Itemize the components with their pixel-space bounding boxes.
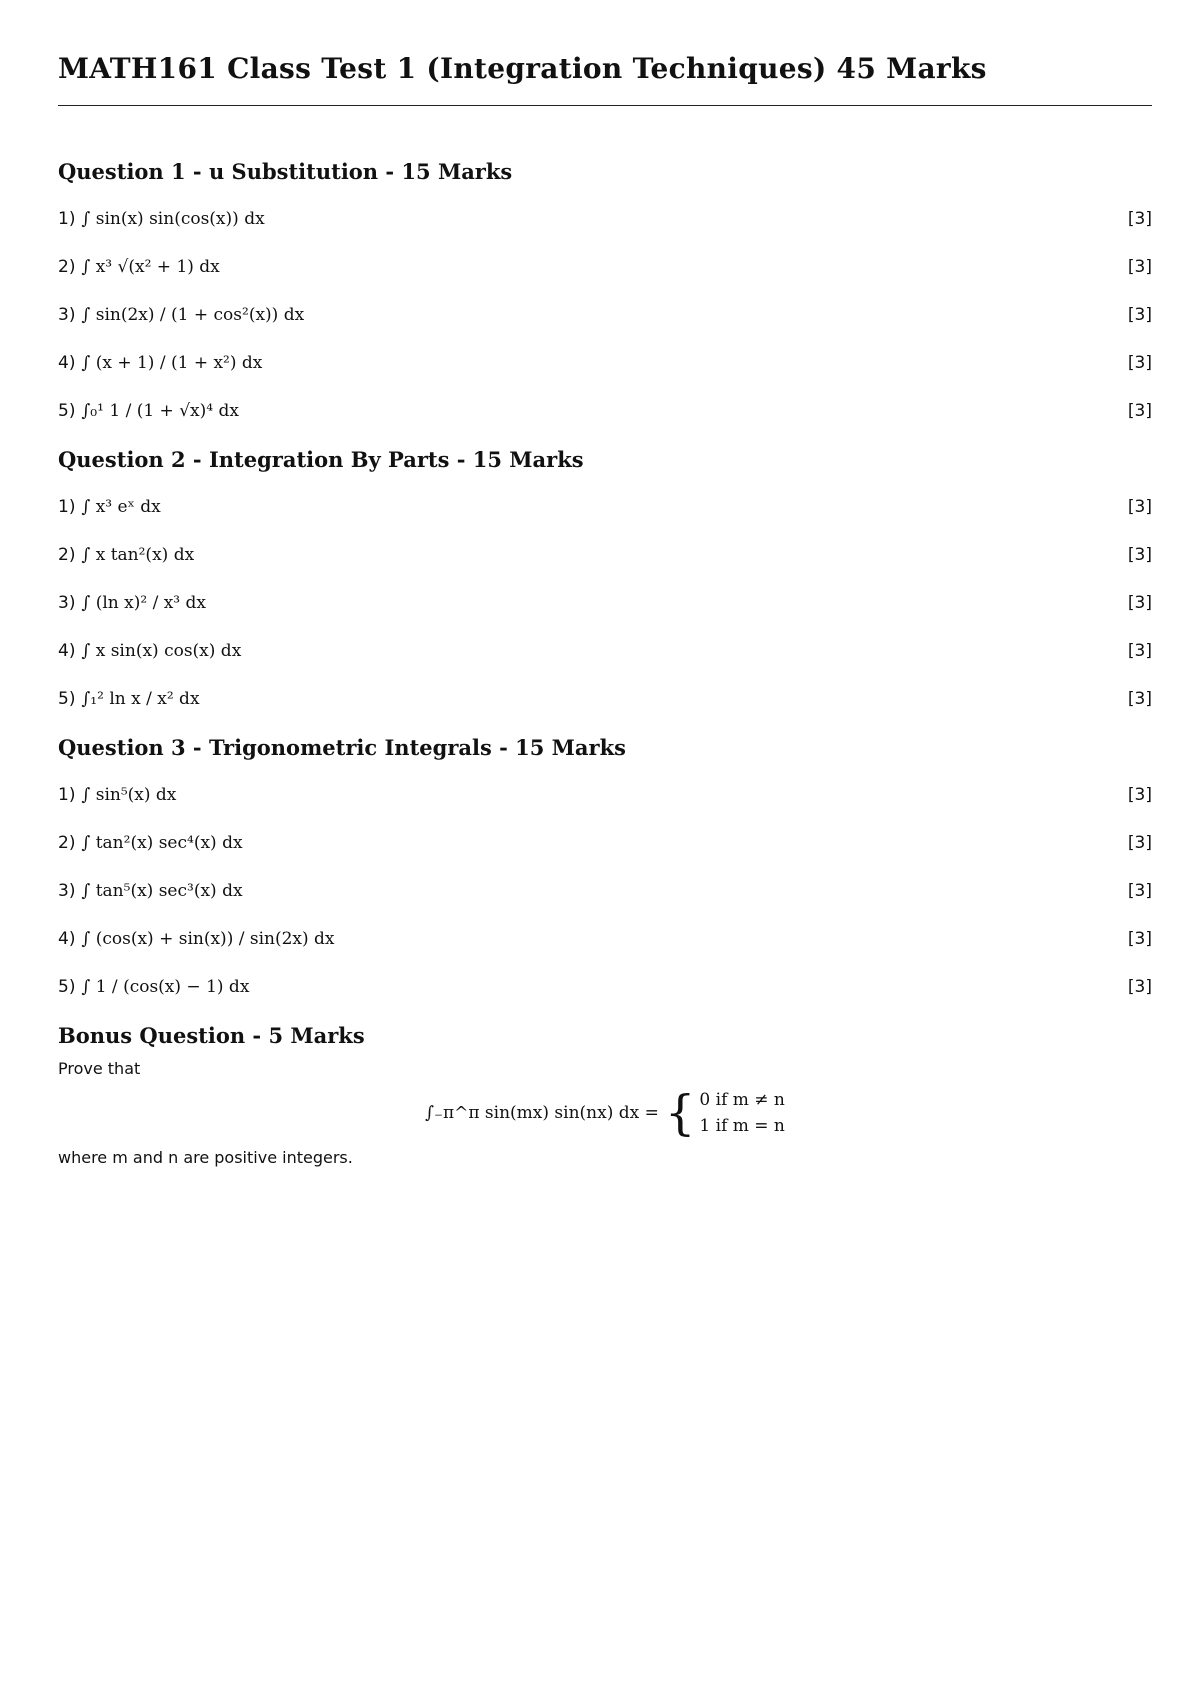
list-item [58, 195, 1152, 243]
bonus-intro: Prove that [58, 1059, 141, 1078]
integral-expression: ∫ x³ eˣ dx [81, 497, 161, 517]
item-marks: [3] [1127, 353, 1152, 373]
item-number: 2) [58, 545, 76, 565]
item-marks: [3] [1127, 881, 1152, 901]
list-item [58, 867, 1152, 915]
list-item [58, 243, 1152, 291]
brace-icon: { [664, 1085, 696, 1141]
list-item [58, 531, 1152, 579]
item-marks: [3] [1127, 593, 1152, 613]
section-heading: Bonus Question - 5 Marks [58, 1023, 365, 1048]
item-number: 5) [58, 977, 76, 997]
integral-expression: ∫ sin(x) sin(cos(x)) dx [81, 209, 265, 229]
question-3 [58, 731, 1152, 1011]
item-marks: [3] [1127, 209, 1152, 229]
item-number: 1) [58, 209, 76, 229]
integral-expression: ∫ tan²(x) sec⁴(x) dx [81, 833, 243, 853]
bonus-question [58, 1019, 1152, 1167]
integral-expression: ∫ x³ √(x² + 1) dx [81, 257, 220, 277]
item-number: 4) [58, 929, 76, 949]
item-number: 2) [58, 257, 76, 277]
integral-expression: ∫ x sin(x) cos(x) dx [81, 641, 242, 661]
list-item [58, 387, 1152, 435]
item-number: 1) [58, 497, 76, 517]
integral-expression: ∫ (ln x)² / x³ dx [81, 593, 206, 613]
integral-expression: ∫ x tan²(x) dx [81, 545, 195, 565]
item-marks: [3] [1127, 929, 1152, 949]
question-1 [58, 155, 1152, 435]
list-item [58, 771, 1152, 819]
item-number: 5) [58, 401, 76, 421]
page-title: MATH161 Class Test 1 (Integration Techniques) 45 Marks [58, 52, 987, 85]
item-number: 3) [58, 305, 76, 325]
item-number: 1) [58, 785, 76, 805]
item-marks: [3] [1127, 497, 1152, 517]
list-item [58, 963, 1152, 1011]
bonus-equation [58, 1078, 1152, 1148]
case-two: 1 if m = n [699, 1116, 785, 1136]
item-marks: [3] [1127, 545, 1152, 565]
bonus-outro: where m and n are positive integers. [58, 1148, 353, 1167]
list-item [58, 675, 1152, 723]
item-marks: [3] [1127, 785, 1152, 805]
item-number: 4) [58, 641, 76, 661]
case-one: 0 if m ≠ n [699, 1090, 785, 1110]
title-divider [58, 105, 1152, 106]
item-marks: [3] [1127, 977, 1152, 997]
piecewise-cases [665, 1087, 785, 1139]
list-item [58, 291, 1152, 339]
list-item [58, 579, 1152, 627]
list-item [58, 819, 1152, 867]
item-marks: [3] [1127, 689, 1152, 709]
integral-expression: ∫₁² ln x / x² dx [81, 689, 200, 709]
integral-expression: ∫ (x + 1) / (1 + x²) dx [81, 353, 263, 373]
item-number: 4) [58, 353, 76, 373]
item-number: 3) [58, 881, 76, 901]
integral-expression: ∫ sin⁵(x) dx [81, 785, 177, 805]
integral-expression: ∫ 1 / (cos(x) − 1) dx [81, 977, 250, 997]
item-number: 5) [58, 689, 76, 709]
equation-lhs: ∫₋π^π sin(mx) sin(nx) dx = [425, 1103, 659, 1123]
item-marks: [3] [1127, 641, 1152, 661]
question-2 [58, 443, 1152, 723]
list-item [58, 627, 1152, 675]
integral-expression: ∫ sin(2x) / (1 + cos²(x)) dx [81, 305, 305, 325]
item-marks: [3] [1127, 833, 1152, 853]
integral-expression: ∫₀¹ 1 / (1 + √x)⁴ dx [81, 401, 239, 421]
item-marks: [3] [1127, 257, 1152, 277]
item-marks: [3] [1127, 401, 1152, 421]
list-item [58, 915, 1152, 963]
item-number: 2) [58, 833, 76, 853]
section-heading: Question 2 - Integration By Parts - 15 Marks [58, 447, 584, 472]
list-item [58, 339, 1152, 387]
integral-expression: ∫ (cos(x) + sin(x)) / sin(2x) dx [81, 929, 335, 949]
item-number: 3) [58, 593, 76, 613]
list-item [58, 483, 1152, 531]
section-heading: Question 1 - u Substitution - 15 Marks [58, 159, 513, 184]
integral-expression: ∫ tan⁵(x) sec³(x) dx [81, 881, 243, 901]
section-heading: Question 3 - Trigonometric Integrals - 15 Marks [58, 735, 626, 760]
item-marks: [3] [1127, 305, 1152, 325]
